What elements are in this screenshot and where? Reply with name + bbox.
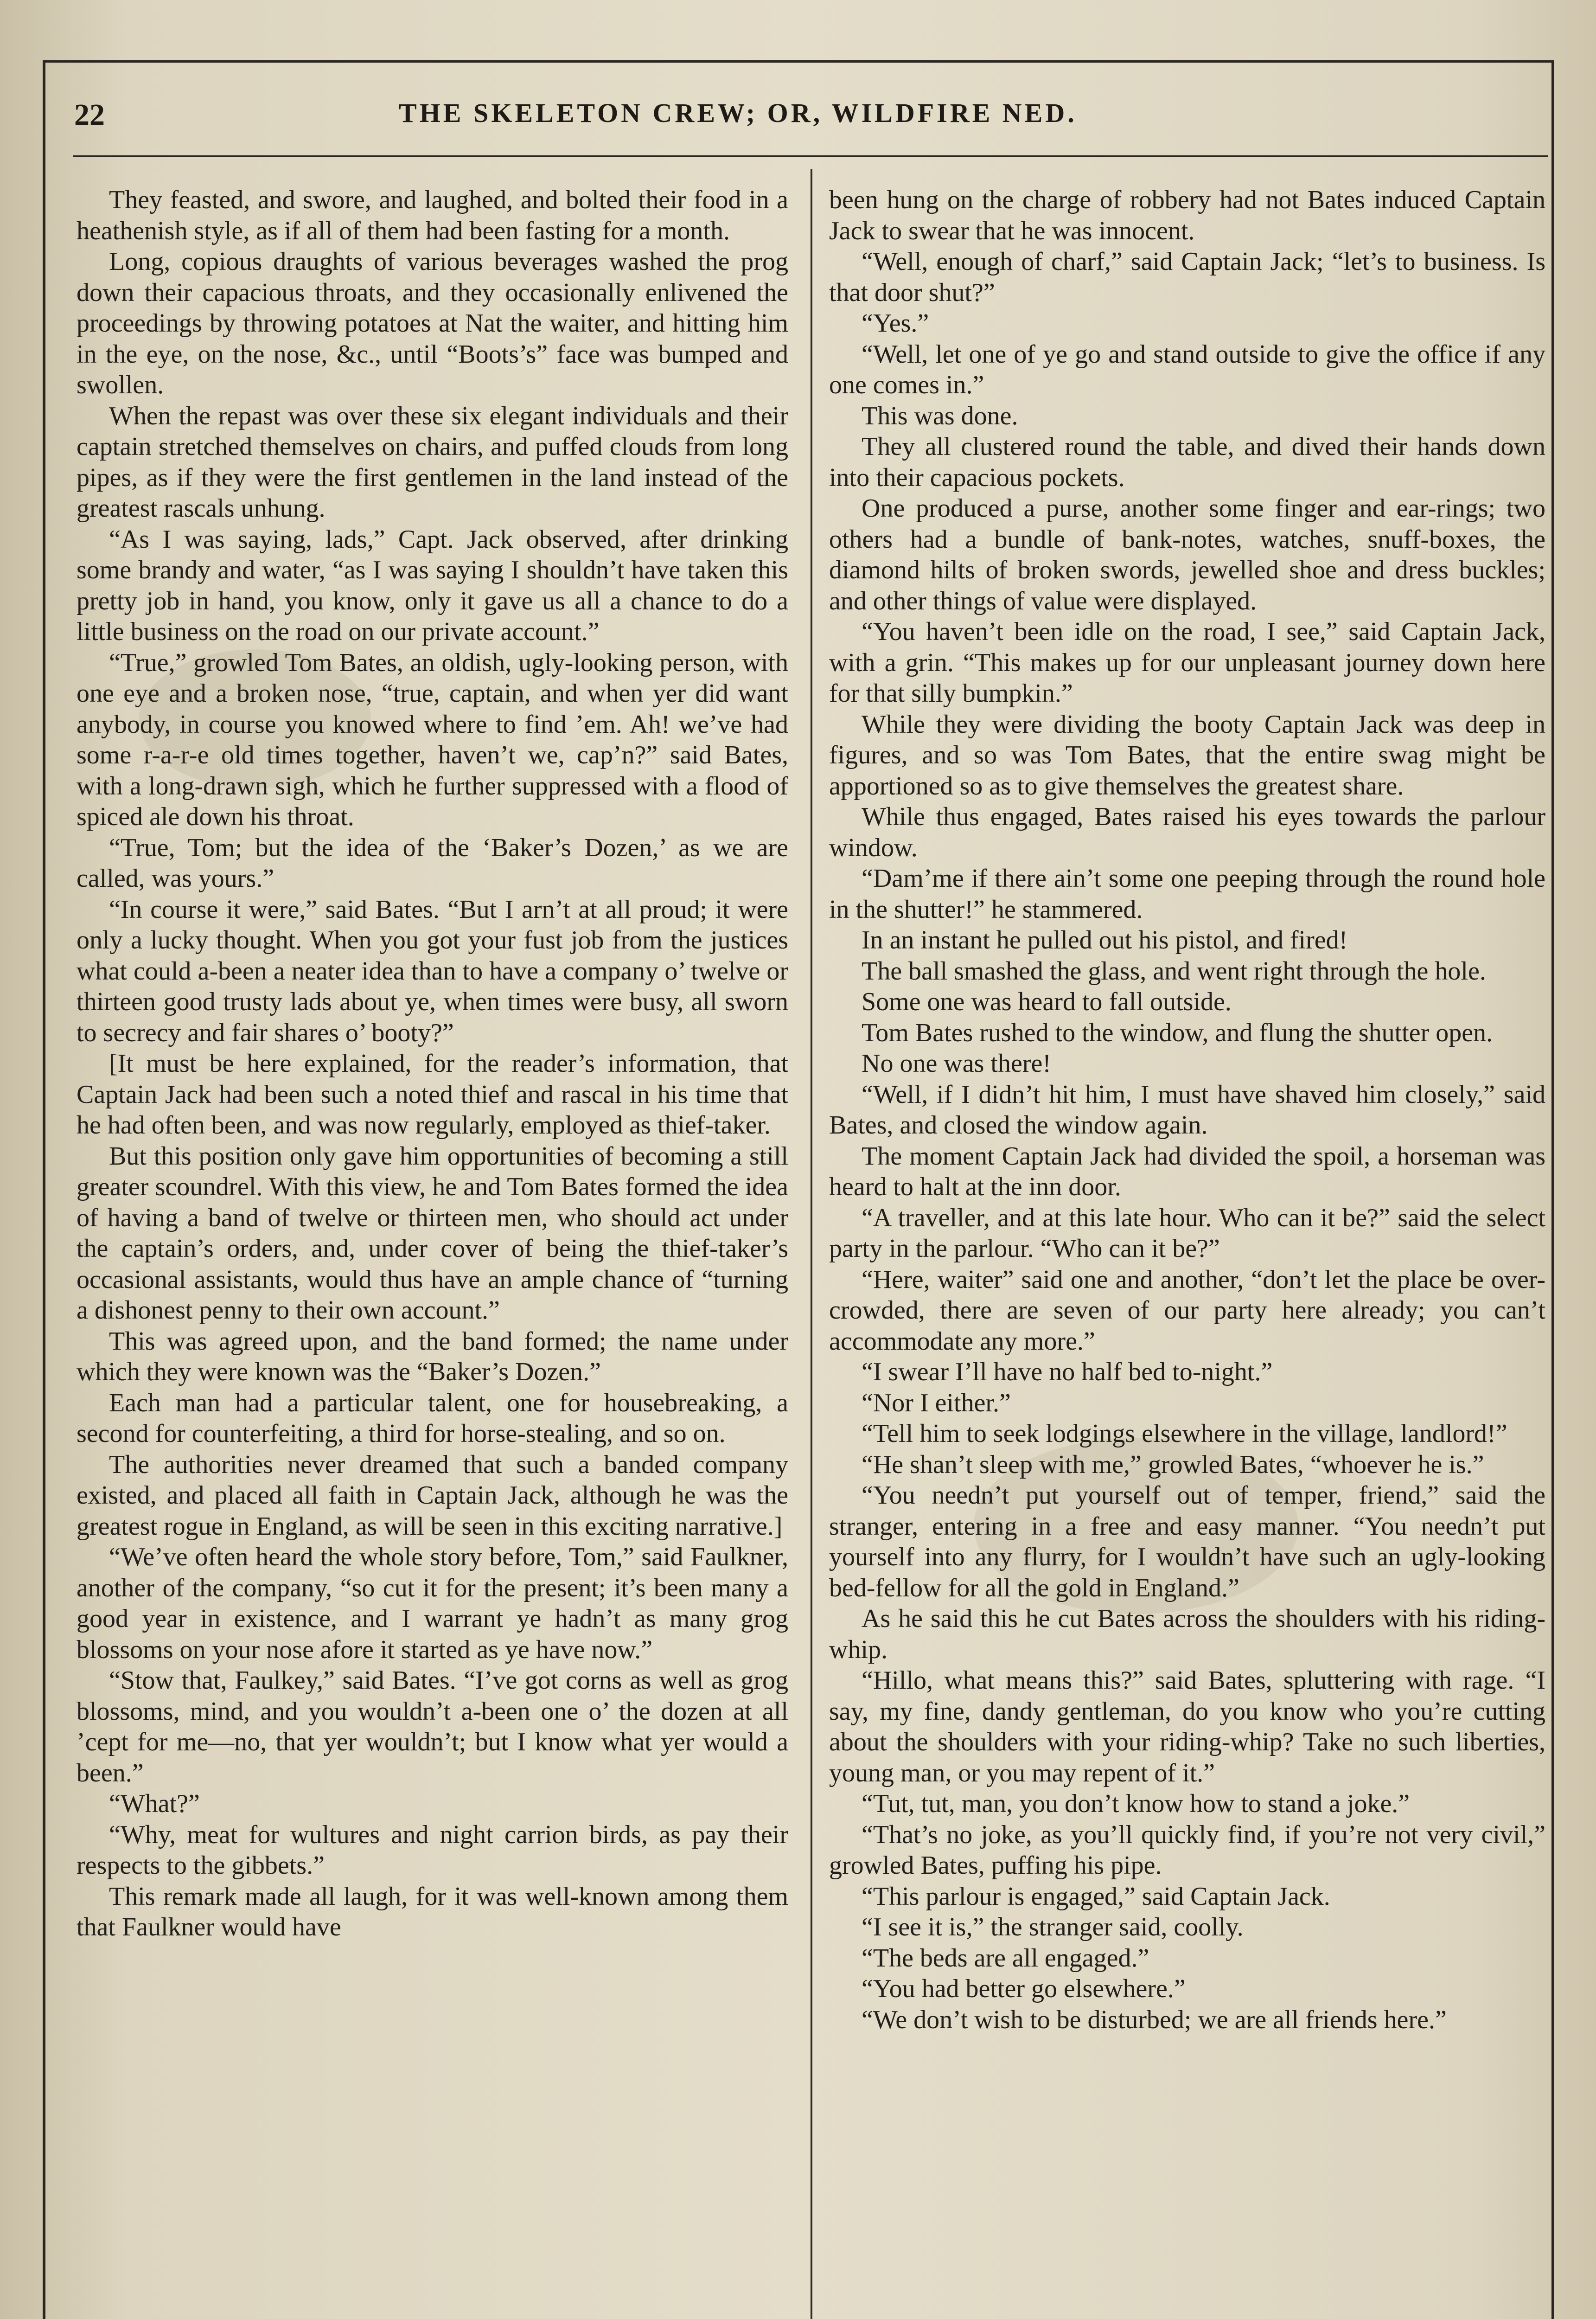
paragraph: “Hillo, what means this?” said Bates, spluttering with rage. “I say, my fine, dandy gentleman, do you know who you’re cutting about the shoulders with your riding-whip? Take no such liberties, young man, or you may repent of it.” [829,1666,1545,1787]
paragraph: “In course it were,” said Bates. “But I arn’t at all proud; it were only a lucky thought. When you got your fust job from the justices what could a-been a neater idea than to have a company o’ twelve or thirteen good trusty lads about ye, when times were busy, all sworn to secrecy and fair shares o’ booty?” [77,895,788,1047]
right-column [829,185,1545,2319]
paragraph: “Nor I either.” [862,1388,1011,1417]
paragraph: “As I was saying, lads,” Capt. Jack observed, after drinking some brandy and water, “as I was saying I shouldn’t have taken this pretty job in hand, you know, only it gave us all a chance to do a little business on the road on our private account.” [77,525,788,646]
paragraph: While thus engaged, Bates raised his eyes towards the parlour window. [829,802,1545,862]
paragraph: Each man had a particular talent, one for housebreaking, a second for counterfeiting, a third for horse-stealing, and so on. [77,1388,788,1448]
paragraph: “This parlour is engaged,” said Captain Jack. [862,1882,1330,1911]
paragraph: “You haven’t been idle on the road, I see,” said Captain Jack, with a grin. “This makes up for our unpleasant journey down here for that silly bumpkin.” [829,617,1545,708]
paragraph: “Tell him to seek lodgings elsewhere in the village, landlord!” [862,1419,1507,1448]
paragraph: As he said this he cut Bates across the shoulders with his riding-whip. [829,1604,1545,1664]
paragraph: The ball smashed the glass, and went right through the hole. [862,956,1486,986]
paragraph: In an instant he pulled out his pistol, and fired! [862,926,1348,955]
page-number: 22 [74,98,105,132]
paragraph: Long, copious draughts of various beverages washed the prog down their capacious throats, and they occasionally enlivened the proceedings by throwing potatoes at Nat the waiter, and hitting him in the eye, on the nose, &c., until “Boots’s” face was bumped and swollen. [77,247,788,399]
paragraph: “I swear I’ll have no half bed to-night.” [862,1358,1273,1386]
paragraph: “Why, meat for wultures and night carrion birds, as pay their respects to the gibbets.” [77,1820,788,1880]
paragraph: One produced a purse, another some finger and ear-rings; two others had a bundle of bank-notes, watches, snuff-boxes, the diamond hilts of broken swords, jewelled shoe and dress buckles; and other things of value were displayed. [829,494,1545,615]
paragraph: “You had better go elsewhere.” [862,1974,1186,2003]
page-header [74,97,1549,139]
paragraph: “We don’t wish to be disturbed; we are all friends here.” [862,2005,1447,2034]
paragraph: “Tut, tut, man, you don’t know how to stand a joke.” [862,1789,1410,1818]
left-column [77,185,788,2319]
paragraph: been hung on the charge of robbery had not Bates induced Captain Jack to swear that he was innocent. [829,186,1545,245]
paragraph: This remark made all laugh, for it was well-known among them that Faulkner would have [77,1882,788,1941]
paragraph: They feasted, and swore, and laughed, and bolted their food in a heathenish style, as if all of them had been fasting for a month. [77,186,788,245]
paragraph: But this position only gave him opportunities of becoming a still greater scoundrel. With this view, he and Tom Bates formed the idea of having a band of twelve or thirteen men, who should act under the captain’s orders, and, under cover of being the thief-taker’s occasional assistants, would thus have an ample chance of “turning a dishonest penny to their own account.” [77,1141,788,1325]
paragraph: [It must be here explained, for the reader’s information, that Captain Jack had been such a noted thief and rascal in his time that he had often been, and was now regularly, employed as thief-taker. [77,1049,788,1140]
paragraph: “What?” [109,1789,200,1818]
paragraph: “That’s no joke, as you’ll quickly find, if you’re not very civil,” growled Bates, puffing his pipe. [829,1820,1545,1880]
paragraph: “Yes.” [862,309,929,338]
paragraph: “Well, if I didn’t hit him, I must have shaved him closely,” said Bates, and closed the window again. [829,1080,1545,1140]
paragraph: This was done. [862,401,1018,430]
running-title: THE SKELETON CREW; OR, WILDFIRE NED. [399,98,1077,128]
frame-right-rule [1551,60,1554,2319]
paragraph: “True, Tom; but the idea of the ‘Baker’s Dozen,’ as we are called, was yours.” [77,833,788,893]
frame-left-rule [43,60,45,2319]
paragraph: When the repast was over these six elegant individuals and their captain stretched themselves on chairs, and puffed clouds from long pipes, as if they were the first gentlemen in the land instead of the greatest rascals unhung. [77,401,788,523]
paragraph: The authorities never dreamed that such a banded company existed, and placed all faith in Captain Jack, although he was the greatest rogue in England, as will be seen in this exciting narrative.] [77,1450,788,1541]
paragraph: “We’ve often heard the whole story before, Tom,” said Faulkner, another of the company, “so cut it for the present; it’s been many a good year in existence, and I warrant ye hadn’t as many grog blossoms on your nose afore it started as ye have now.” [77,1543,788,1664]
paragraph: They all clustered round the table, and dived their hands down into their capacious pockets. [829,432,1545,492]
paragraph: “True,” growled Tom Bates, an oldish, ugly-looking person, with one eye and a broken nose, “true, captain, and when yer did want anybody, in course you knowed where to find ’em. Ah! we’ve had some r-a-r-e old times together, haven’t we, cap’n?” said Bates, with a long-drawn sigh, which he further suppressed with a flood of spiced ale down his throat. [77,648,788,831]
paragraph: No one was there! [862,1049,1051,1078]
paragraph: “You needn’t put yourself out of temper, friend,” said the stranger, entering in a free and easy manner. “You needn’t put yourself into any flurry, for I wouldn’t have such an ugly-looking bed-fellow for all the gold in England.” [829,1481,1545,1602]
paragraph: “Dam’me if there ain’t some one peeping through the round hole in the shutter!” he stammered. [829,864,1545,924]
paragraph: “Well, enough of charf,” said Captain Jack; “let’s to business. Is that door shut?” [829,247,1545,307]
paragraph: “I see it is,” the stranger said, coolly. [862,1913,1244,1941]
paragraph: The moment Captain Jack had divided the spoil, a horseman was heard to halt at the inn door. [829,1141,1545,1201]
paragraph: Some one was heard to fall outside. [862,987,1232,1016]
paragraph: “Well, let one of ye go and stand outside to give the office if any one comes in.” [829,340,1545,399]
paragraph: This was agreed upon, and the band formed; the name under which they were known was the “Baker’s Dozen.” [77,1326,788,1386]
column-divider [811,169,812,2319]
paragraph: “He shan’t sleep with me,” growled Bates, “whoever he is.” [862,1450,1484,1479]
paragraph: “Here, waiter” said one and another, “don’t let the place be over-crowded, there are seven of our party here already; you can’t accommodate any more.” [829,1265,1545,1356]
header-rule [73,155,1548,157]
paragraph: Tom Bates rushed to the window, and flung the shutter open. [862,1018,1493,1047]
paragraph: While they were dividing the booty Captain Jack was deep in figures, and so was Tom Bates, that the entire swag might be apportioned so as to give themselves the greatest share. [829,710,1545,801]
paragraph: “A traveller, and at this late hour. Who can it be?” said the select party in the parlour. “Who can it be?” [829,1203,1545,1263]
paragraph: “Stow that, Faulkey,” said Bates. “I’ve got corns as well as grog blossoms, mind, and you wouldn’t a-been one o’ the dozen at all ’cept for me—no, that yer wouldn’t; but I know what yer would a been.” [77,1666,788,1787]
paragraph: “The beds are all engaged.” [862,1943,1149,1973]
